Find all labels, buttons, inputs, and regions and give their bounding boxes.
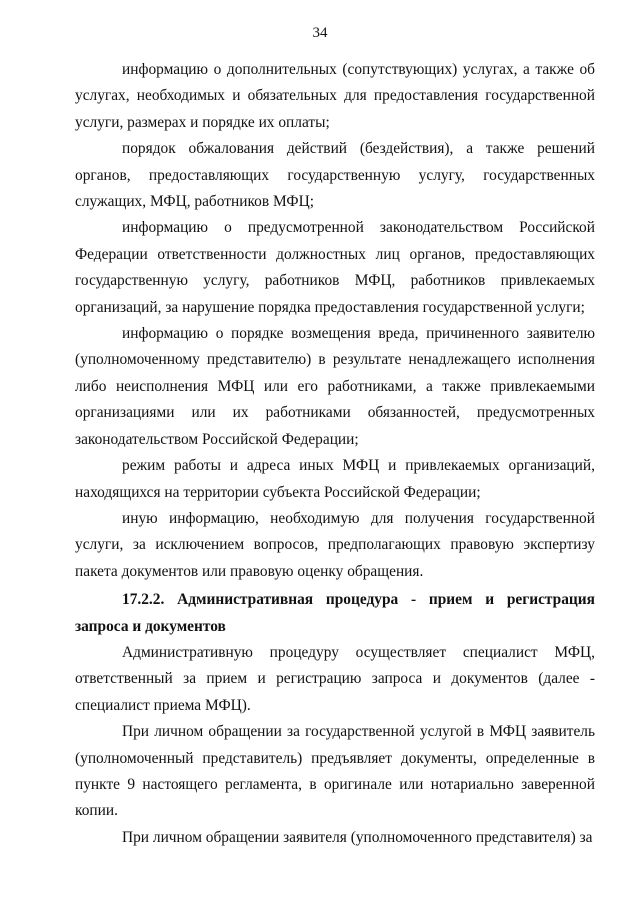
section-heading: 17.2.2. Административная процедура - прием и регистрация запроса и документов [75,591,595,635]
paragraph-personal-visit-continued: При личном обращении заявителя (уполномоченного представителя) за [122,828,593,846]
paragraph-working-hours: режим работы и адреса иных МФЦ и привлекаемых организаций, находящихся на территории субъекта Российской Федерации; [75,457,595,501]
page-number: 34 [312,25,328,41]
paragraph-personal-visit-documents: При личном обращении за государственной услугой в МФЦ заявитель (уполномоченный представитель) предъявляет документы, определенные в пункте 9 настоящего регламента, в оригинале или нотариально заверенной копии. [75,723,595,820]
document-body [75,57,595,851]
paragraph-appeal-procedure: порядок обжалования действий (бездействия), а также решений органов, предоставляющих государственную услугу, государственных служащих, МФЦ, работников МФЦ; [75,140,595,211]
paragraph-procedure-specialist: Административную процедуру осуществляет специалист МФЦ, ответственный за прием и регистрацию запроса и документов (далее - специалист приема МФЦ). [75,643,595,714]
paragraph-other-information: иную информацию, необходимую для получения государственной услуги, за исключением вопросов, предполагающих правовую экспертизу пакета документов или правовую оценку обращения. [75,509,595,580]
paragraph-liability: информацию о предусмотренной законодательством Российской Федерации ответственности должностных лиц органов, предоставляющих государственную услугу, работников МФЦ, работников привлекаемых организаций, за нарушение порядка предоставления государственной услуги; [75,219,595,316]
paragraph-damage-compensation: информацию о порядке возмещения вреда, причиненного заявителю (уполномоченному представителю) в результате ненадлежащего исполнения либо неисполнения МФЦ или его работниками, а также привлекаемыми организациями или их работниками обязанностей, предусмотренных законодательством Российской Федерации; [75,325,595,448]
paragraph-additional-services: информацию о дополнительных (сопутствующих) услугах, а также об услугах, необходимых и обязательных для предоставления государственной услуги, размерах и порядке их оплаты; [75,61,595,131]
